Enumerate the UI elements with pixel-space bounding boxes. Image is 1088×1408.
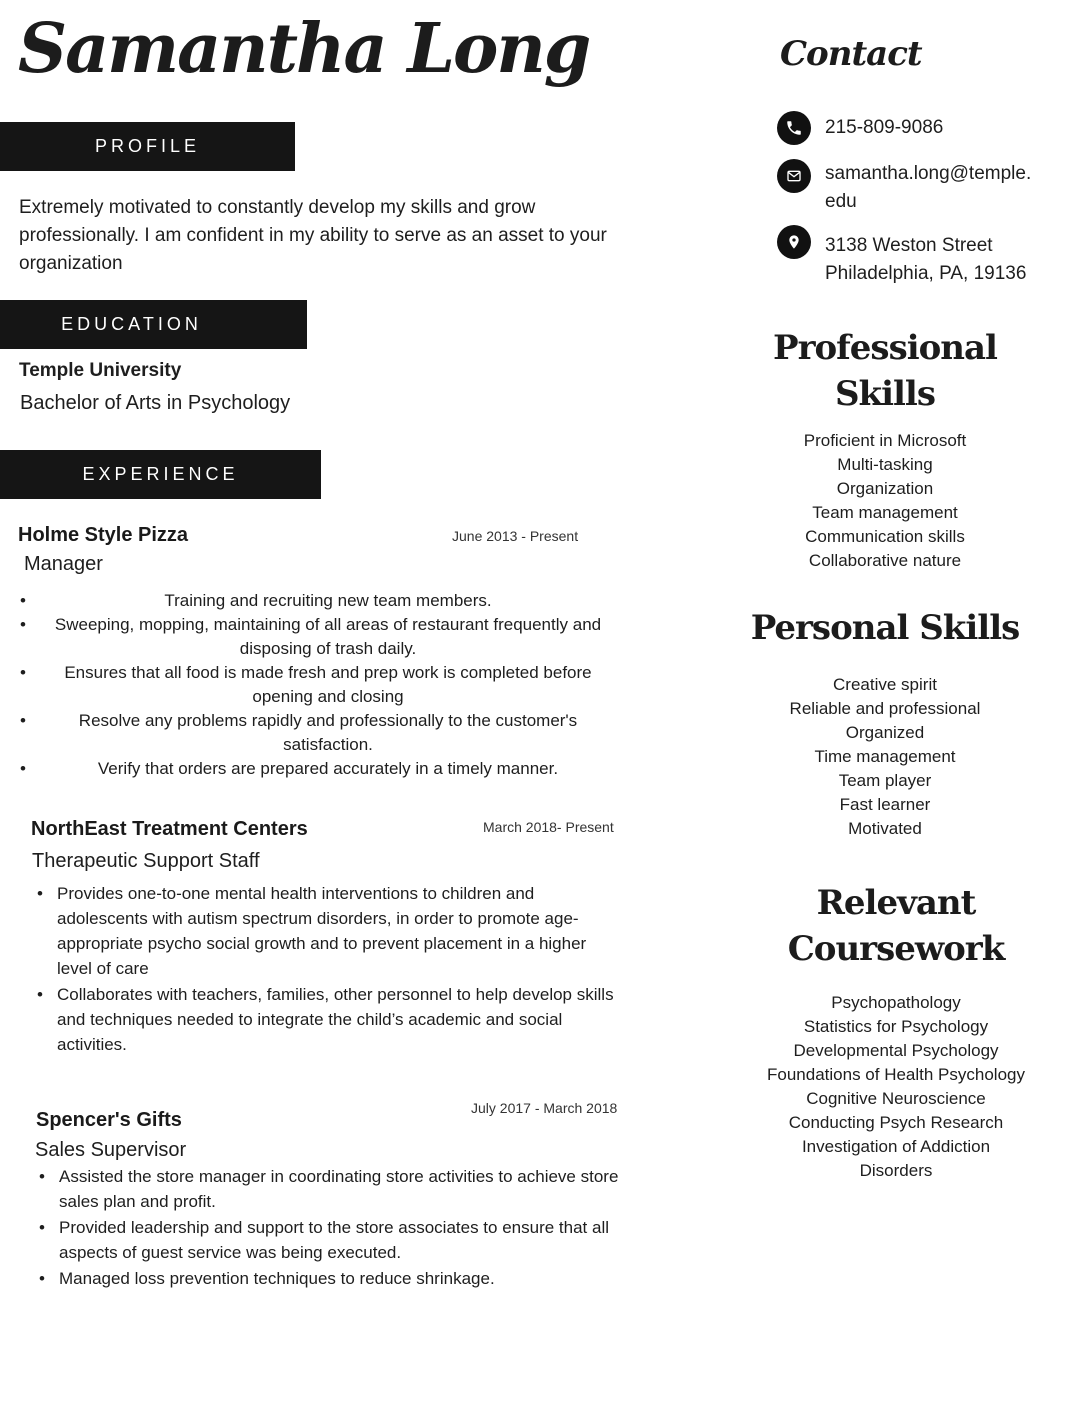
list-item: • Collaborates with teachers, families, other personnel to help develop skills and techniques needed to integrate the child’s academic and social activities. xyxy=(33,982,618,1057)
job-3-company: Spencer's Gifts xyxy=(36,1109,182,1131)
list-item: • Verify that orders are prepared accurately in a timely manner. xyxy=(18,757,608,781)
list-item: • Managed loss prevention techniques to reduce shrinkage. xyxy=(35,1266,625,1291)
list-item-text: Sweeping, mopping, maintaining of all areas of restaurant frequently and disposing of trash daily. xyxy=(54,615,602,658)
experience-heading: EXPERIENCE xyxy=(0,450,321,499)
contact-phone: 215-809-9086 xyxy=(825,117,944,138)
list-item: Proficient in Microsoft xyxy=(803,431,967,450)
contact-address-line1: 3138 Weston Street xyxy=(825,235,993,256)
list-item: Communication skills xyxy=(805,527,965,546)
list-item: Psychopathology xyxy=(831,993,961,1012)
location-pin-icon xyxy=(777,225,811,259)
job-3-title: Sales Supervisor xyxy=(35,1139,187,1161)
contact-address xyxy=(825,232,1026,288)
resume-name: Samantha Long xyxy=(18,9,590,89)
education-heading xyxy=(0,300,307,349)
email-icon xyxy=(777,159,811,193)
job-2-company: NorthEast Treatment Centers xyxy=(31,818,308,840)
list-item: Collaborative nature xyxy=(808,551,962,570)
list-item: Creative spirit xyxy=(833,675,937,694)
list-item: Motivated xyxy=(848,819,922,838)
list-item: Time management xyxy=(814,747,956,766)
list-item: Multi-tasking xyxy=(837,455,933,474)
job-2-title: Therapeutic Support Staff xyxy=(32,850,260,872)
professional-skills-heading-line2: Skills xyxy=(834,374,935,414)
list-item: Investigation of Addiction xyxy=(801,1137,991,1156)
list-item: • Assisted the store manager in coordinating store activities to achieve store sales plan and profit. xyxy=(35,1164,625,1214)
list-item: Team player xyxy=(838,771,932,790)
job-3-dates: July 2017 - March 2018 xyxy=(471,1100,618,1116)
list-item: Disorders xyxy=(859,1161,933,1180)
list-item: Foundations of Health Psychology xyxy=(767,1065,1025,1084)
list-item: Organized xyxy=(845,723,925,742)
list-item: Organization xyxy=(836,479,934,498)
list-item: Fast learner xyxy=(839,795,931,814)
list-item: Developmental Psychology xyxy=(793,1041,999,1060)
list-item: Statistics for Psychology xyxy=(803,1017,989,1036)
list-item: Cognitive Neuroscience xyxy=(806,1089,986,1108)
professional-skills-heading xyxy=(735,325,1035,417)
list-item: Team management xyxy=(812,503,958,522)
contact-email xyxy=(825,160,1031,216)
job-1-company: Holme Style Pizza xyxy=(18,524,189,546)
list-item: • Provides one-to-one mental health interventions to children and adolescents with autism spectrum disorders, in order to promote age-appropriate psycho social growth and to prevent placement in a higher level of care xyxy=(33,881,618,981)
education-school: Temple University xyxy=(19,360,182,381)
contact-heading: Contact xyxy=(780,34,922,74)
job-1-bullets xyxy=(18,589,608,781)
professional-skills-list xyxy=(735,429,1035,573)
coursework-heading-line2: Coursework xyxy=(787,929,1005,969)
contact-email-line2: edu xyxy=(825,191,857,212)
education-heading-label: EDUCATION xyxy=(61,314,202,334)
job-2-dates: March 2018- Present xyxy=(483,819,614,835)
job-1-title: Manager xyxy=(24,553,103,575)
job-2-bullets xyxy=(33,881,618,1058)
contact-email-line1: samantha.long@temple. xyxy=(825,163,1032,184)
list-item: Conducting Psych Research xyxy=(788,1113,1004,1132)
list-item: • Training and recruiting new team members. xyxy=(18,589,608,613)
coursework-heading-line1: Relevant xyxy=(816,883,976,923)
coursework-heading xyxy=(746,880,1046,972)
professional-skills-heading-line1: Professional xyxy=(773,328,997,368)
education-degree: Bachelor of Arts in Psychology xyxy=(20,392,291,414)
profile-heading: PROFILE xyxy=(0,122,295,171)
list-item: • Provided leadership and support to the store associates to ensure that all aspects of guest service was being executed. xyxy=(35,1215,625,1265)
coursework-list xyxy=(736,991,1056,1183)
job-1-dates: June 2013 - Present xyxy=(452,528,579,544)
contact-address-line2: Philadelphia, PA, 19136 xyxy=(825,263,1027,284)
list-item: • Ensures that all food is made fresh and prep work is completed before opening and closing xyxy=(18,661,608,709)
list-item xyxy=(18,613,608,661)
personal-skills-list xyxy=(735,673,1035,841)
list-item: • Resolve any problems rapidly and professionally to the customer's satisfaction. xyxy=(18,709,608,757)
personal-skills-heading: Personal Skills xyxy=(750,608,1020,648)
list-item: Reliable and professional xyxy=(789,699,981,718)
job-3-bullets xyxy=(35,1164,625,1292)
profile-text: Extremely motivated to constantly develop my skills and grow professionally. I am confident in my ability to serve as an asset to your organization xyxy=(19,197,607,274)
phone-icon xyxy=(777,111,811,145)
